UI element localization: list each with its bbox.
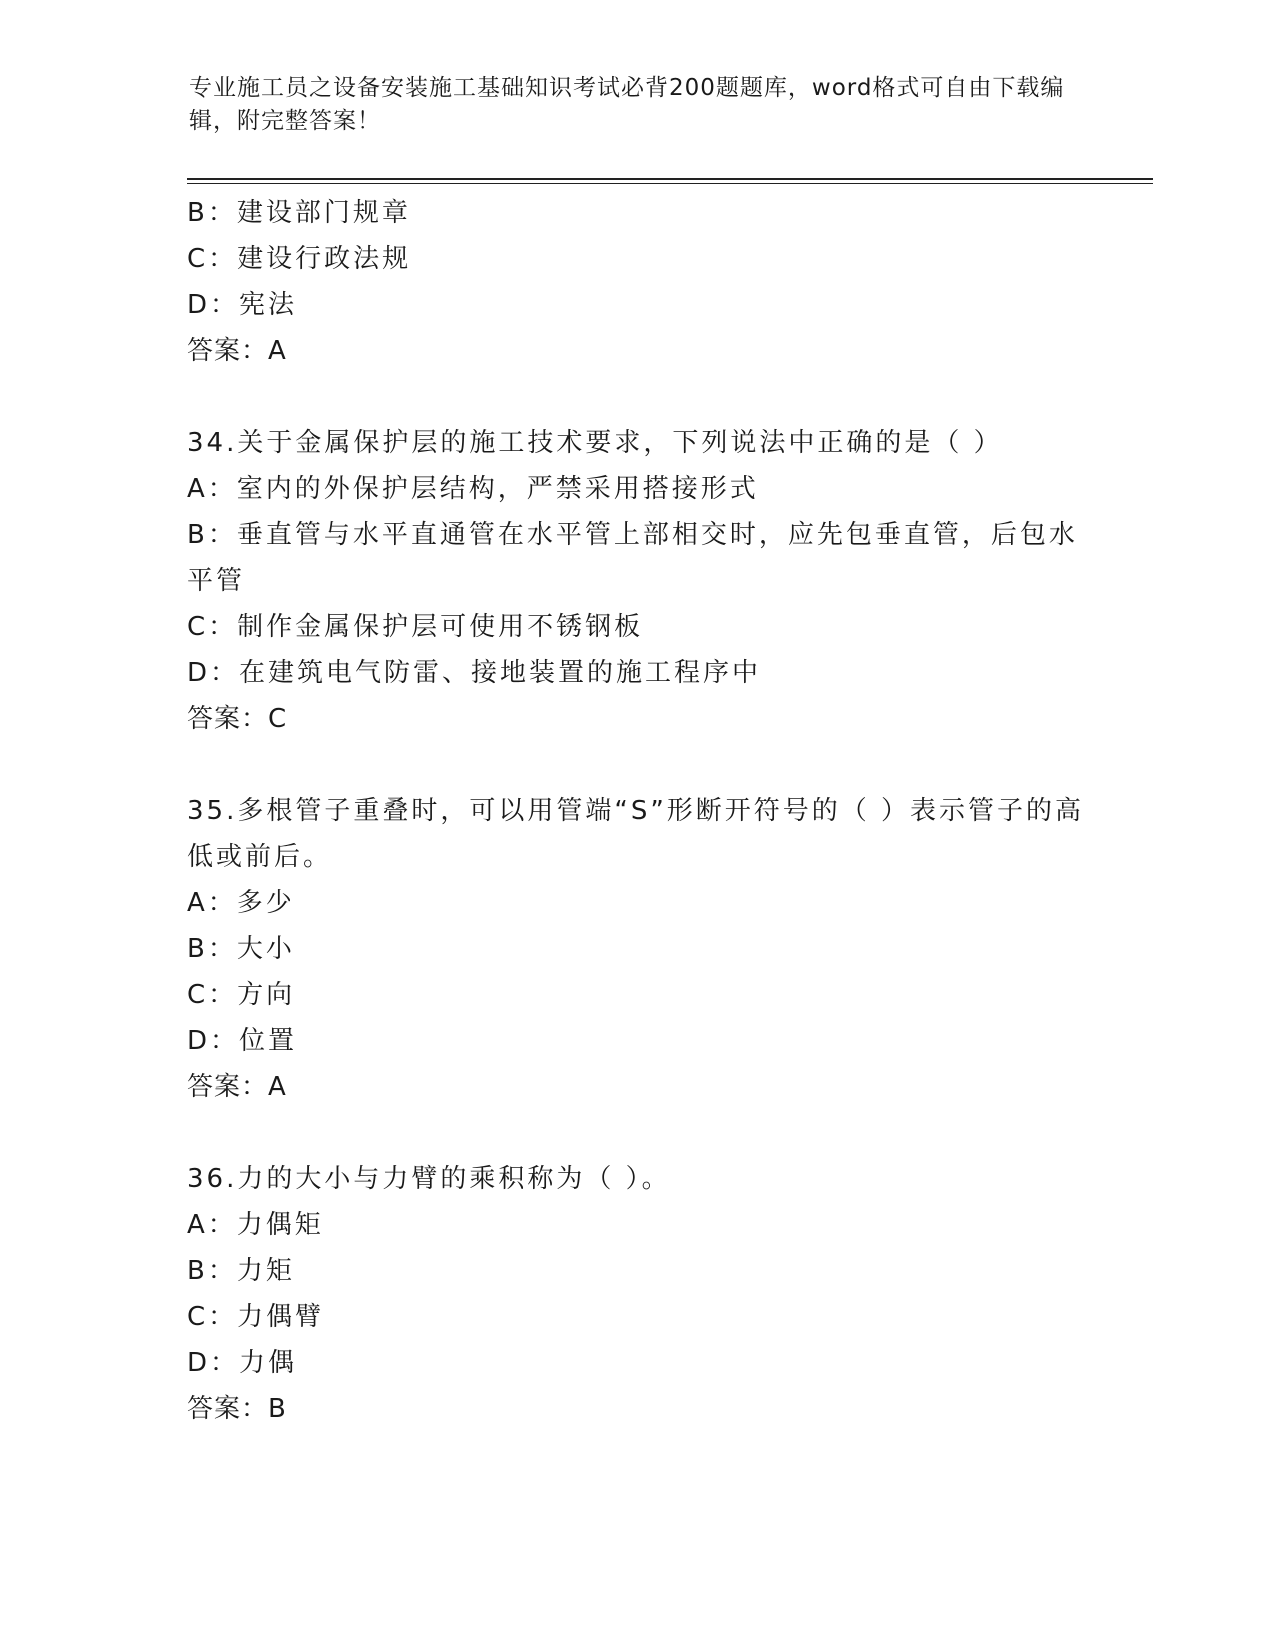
question-stem: 34.关于金属保护层的施工技术要求，下列说法中正确的是（ ） xyxy=(187,428,1003,458)
option-d: D：在建筑电气防雷、接地装置的施工程序中 xyxy=(187,658,762,688)
option-b: B：大小 xyxy=(187,934,295,964)
answer-line: 答案：B xyxy=(187,1394,287,1424)
document-header: 专业施工员之设备安装施工基础知识考试必背200题题库，word格式可自由下载编辑，附完整答案！ xyxy=(189,75,1065,134)
question-33-continued xyxy=(187,190,1087,374)
option-b: B：建设部门规章 xyxy=(187,198,411,228)
header-divider-thick xyxy=(187,178,1153,180)
header-divider-thin xyxy=(187,183,1153,184)
option-a: A：力偶矩 xyxy=(187,1210,324,1240)
option-d: D：力偶 xyxy=(187,1348,298,1378)
option-d: D：位置 xyxy=(187,1026,298,1056)
option-c: C：方向 xyxy=(187,980,296,1010)
option-d: D：宪法 xyxy=(187,290,298,320)
question-stem: 35.多根管子重叠时，可以用管端“S”形断开符号的（ ）表示管子的高低或前后。 xyxy=(187,796,1085,872)
answer-line: 答案：A xyxy=(187,1072,287,1102)
option-a: A：室内的外保护层结构，严禁采用搭接形式 xyxy=(187,474,759,504)
option-b: B：力矩 xyxy=(187,1256,295,1286)
spacer xyxy=(187,1110,1087,1156)
option-c: C：力偶臂 xyxy=(187,1302,325,1332)
question-34 xyxy=(187,420,1087,742)
spacer xyxy=(187,374,1087,420)
question-36 xyxy=(187,1156,1087,1432)
answer-line: 答案：A xyxy=(187,336,287,366)
question-35 xyxy=(187,788,1087,1110)
answer-line: 答案：C xyxy=(187,704,288,734)
spacer xyxy=(187,742,1087,788)
option-b: B：垂直管与水平直通管在水平管上部相交时，应先包垂直管，后包水平管 xyxy=(187,520,1078,596)
question-stem: 36.力的大小与力臂的乘积称为（ ）。 xyxy=(187,1164,671,1194)
option-c: C：制作金属保护层可使用不锈钢板 xyxy=(187,612,644,642)
option-a: A：多少 xyxy=(187,888,295,918)
option-c: C：建设行政法规 xyxy=(187,244,412,274)
question-list xyxy=(187,190,1087,1432)
